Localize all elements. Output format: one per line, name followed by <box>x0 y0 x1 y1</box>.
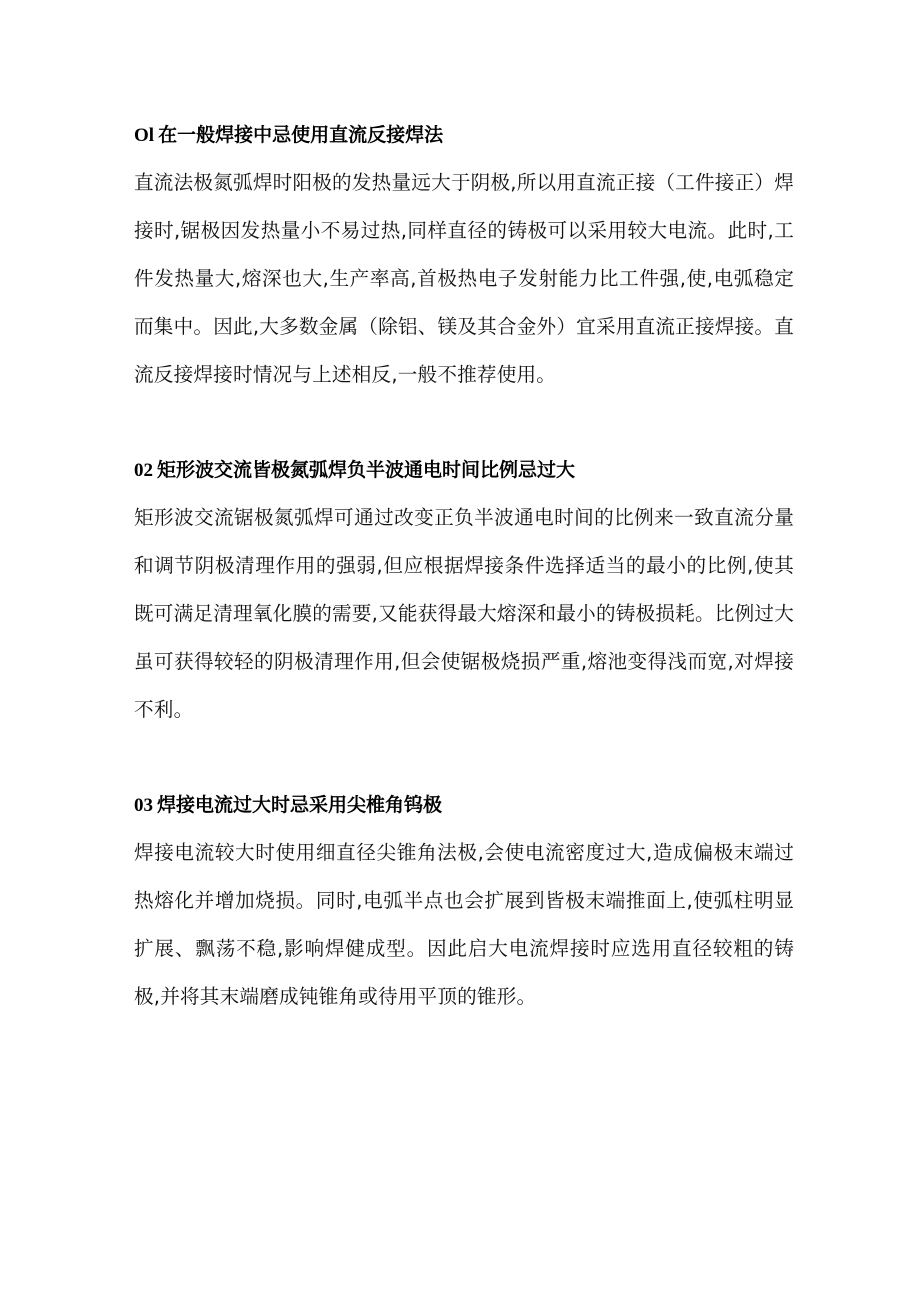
section-1 <box>134 112 794 399</box>
document-body <box>134 112 794 1069</box>
section-title: 矩形波交流皆极氮弧焊负半波通电时间比例忌过大 <box>157 459 576 481</box>
section-title: 在一般焊接中忌使用直流反接焊法 <box>158 124 444 146</box>
section-number: Ol <box>134 125 155 146</box>
section-paragraph: 矩形波交流锯极氮弧焊可通过改变正负半波通电时间的比例来一致直流分量和调节阴极清理作用的强弱,但应根据焊接条件选择适当的最小的比例,使其既可满足清理氧化膜的需要,又能获得最大熔深和最小的铸极损耗。比例过大虽可获得较轻的阴极清理作用,但会使锯极烧损严重,熔池变得浅而宽,对焊接不利。 <box>134 506 794 721</box>
section-number: 02 <box>134 460 153 481</box>
section-3 <box>134 782 794 1021</box>
section-paragraph: 直流法极氮弧焊时阳极的发热量远大于阴极,所以用直流正接（工件接正）焊接时,锯极因发热量小不易过热,同样直径的铸极可以采用较大电流。此时,工件发热量大,熔深也大,生产率高,首极热电子发射能力比工件强,使,电弧稳定而集中。因此,大多数金属（除铝、镁及其合金外）宜采用直流正接焊接。直流反接焊接时情况与上述相反,一般不推荐使用。 <box>134 171 794 386</box>
section-number: 03 <box>134 795 153 816</box>
section-2 <box>134 447 794 734</box>
section-heading <box>134 112 794 159</box>
section-paragraph: 焊接电流较大时使用细直径尖锥角法极,会使电流密度过大,造成偏极末端过热熔化并增加烧损。同时,电弧半点也会扩展到皆极末端推面上,使弧柱明显扩展、飘荡不稳,影响焊健成型。因此启大电流焊接时应选用直径较粗的铸极,并将其末端磨成钝锥角或待用平顶的锥形。 <box>134 841 794 1008</box>
section-title: 焊接电流过大时忌采用尖椎角钨极 <box>157 794 443 816</box>
section-heading <box>134 447 794 494</box>
section-heading <box>134 782 794 829</box>
